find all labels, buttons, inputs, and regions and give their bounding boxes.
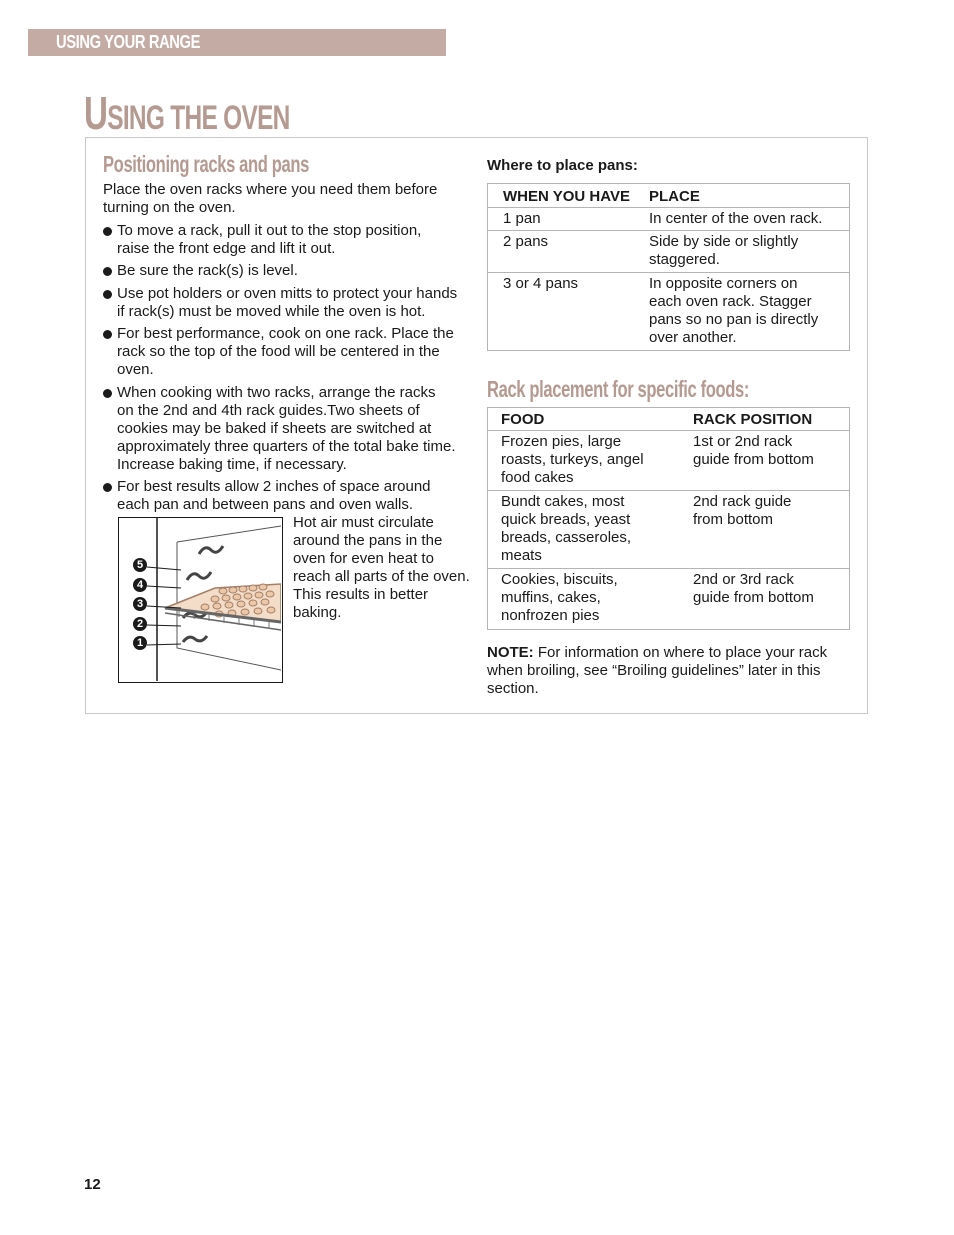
section-label: USING YOUR RANGE [56, 32, 201, 52]
broiling-note: NOTE: For information on where to place your rack when broiling, see “Broiling guidelines” later in this section. [487, 644, 828, 697]
rack-number-2: 2 [133, 617, 147, 631]
table-header-cell: PLACE [638, 184, 850, 208]
table-header-row [488, 184, 850, 208]
table-row [488, 208, 850, 231]
table-cell: 2 pans [488, 231, 639, 273]
positioning-heading: Positioning racks and pans [103, 151, 309, 177]
table-cell: 2nd or 3rd rack guide from bottom [680, 569, 850, 630]
table-cell: In opposite corners on each oven rack. Stagger pans so no pan is directly over another. [638, 273, 850, 351]
table-row [488, 569, 850, 630]
oven-rack-illustration [118, 517, 283, 683]
table-header-row [488, 408, 850, 431]
table-cell: 3 or 4 pans [488, 273, 639, 351]
rack-number-1: 1 [133, 636, 147, 650]
table-header-cell: FOOD [488, 408, 681, 431]
rack-number-5: 5 [133, 558, 147, 572]
table-row [488, 273, 850, 351]
pans-label: Where to place pans: [487, 157, 638, 174]
table-row [488, 231, 850, 273]
table-header-cell: RACK POSITION [680, 408, 850, 431]
table-row [488, 491, 850, 569]
table-cell: Side by side or slightly staggered. [638, 231, 850, 273]
table-cell: 2nd rack guide from bottom [680, 491, 850, 569]
air-circulation-text: Hot air must circulate around the pans in the oven for even heat to reach all parts of the oven. This results in better baking. [293, 514, 470, 621]
bullet-dot-icon [103, 483, 112, 492]
table-row [488, 431, 850, 491]
rack-placement-heading: Rack placement for specific foods: [487, 376, 750, 402]
bullet-dot-icon [103, 389, 112, 398]
table-header-cell: WHEN YOU HAVE [488, 184, 639, 208]
page-number: 12 [84, 1176, 101, 1193]
table-cell: Frozen pies, large roasts, turkeys, angel food cakes [488, 431, 681, 491]
note-label: NOTE: [487, 644, 534, 661]
pans-table [487, 183, 850, 351]
intro-text: Place the oven racks where you need them before turning on the oven. [103, 181, 438, 216]
table-cell: Cookies, biscuits, muffins, cakes, nonfrozen pies [488, 569, 681, 630]
page-title-initial: U [84, 87, 108, 139]
bullet-dot-icon [103, 267, 112, 276]
bullet-dot-icon [103, 290, 112, 299]
section-header-bar [28, 29, 446, 56]
rack-number-4: 4 [133, 578, 147, 592]
table-cell: 1 pan [488, 208, 639, 231]
page-title [84, 86, 290, 140]
bullet-dot-icon [103, 227, 112, 236]
table-cell: 1st or 2nd rack guide from bottom [680, 431, 850, 491]
page-title-rest: SING THE OVEN [107, 99, 290, 137]
rack-number-3: 3 [133, 597, 147, 611]
table-cell: Bundt cakes, most quick breads, yeast breads, casseroles, meats [488, 491, 681, 569]
bullet-dot-icon [103, 330, 112, 339]
foods-table [487, 407, 850, 630]
table-cell: In center of the oven rack. [638, 208, 850, 231]
